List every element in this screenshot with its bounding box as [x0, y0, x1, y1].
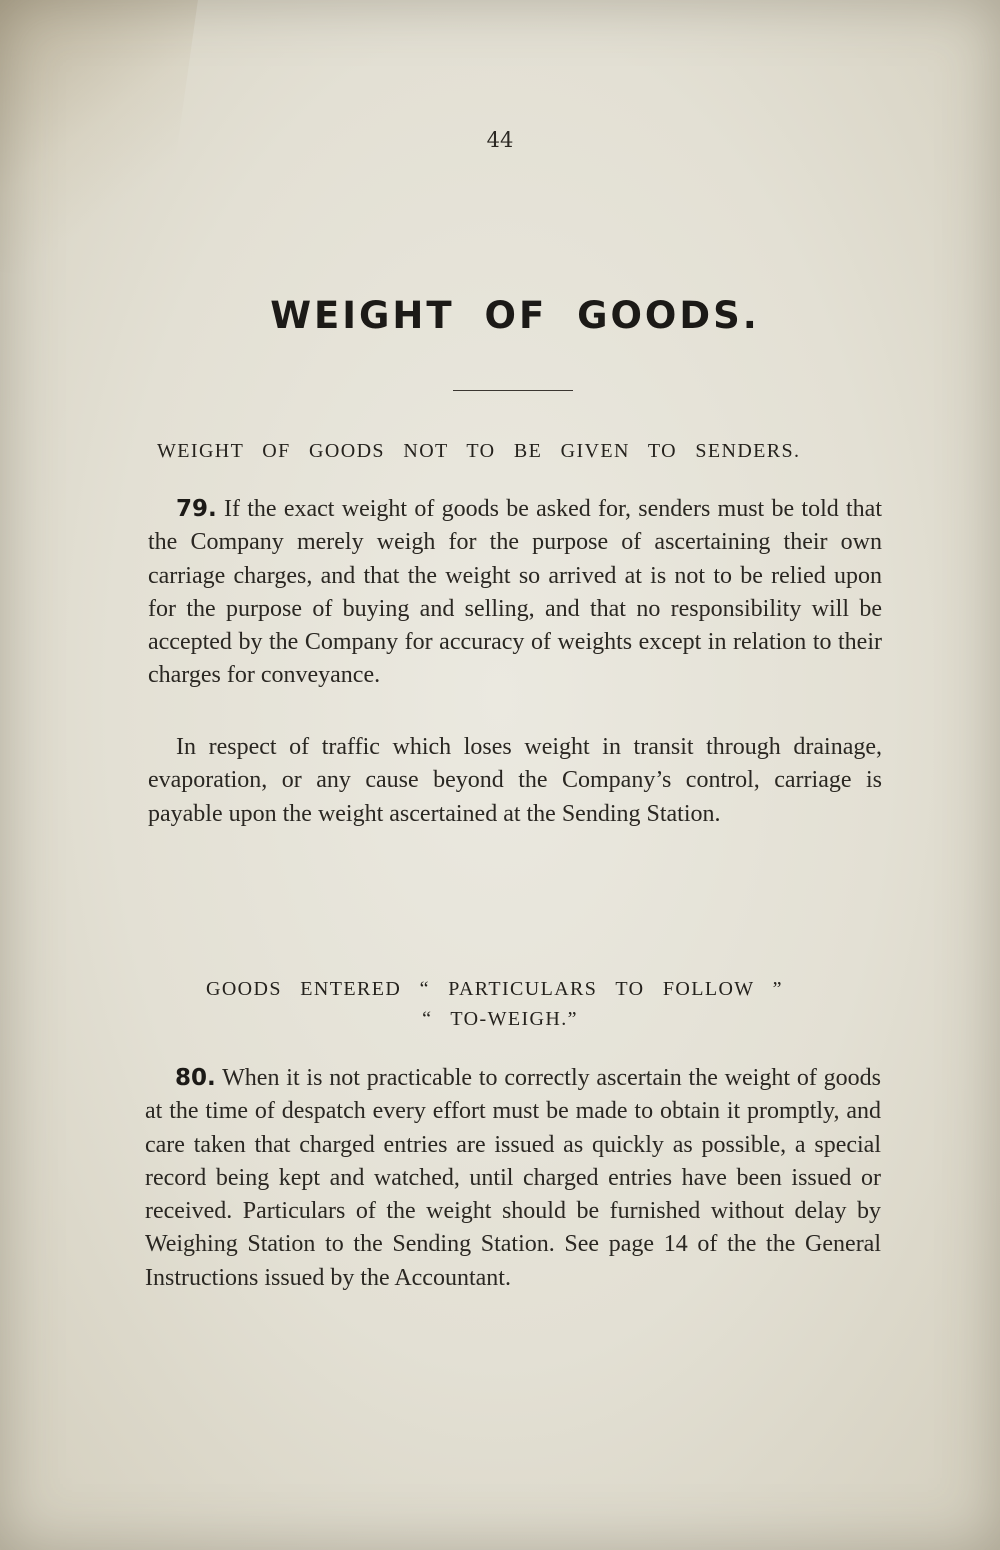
section-80-heading-line-2: “ TO-WEIGH.” — [422, 1008, 578, 1030]
page-title: WEIGHT OF GOODS. — [270, 294, 760, 337]
section-80-text: When it is not practicable to correctly ascertain the weight of goods at the time of despatch every effort must be made to obtain it promptly, and care taken that charged entries are issued as quickly as possible, a special record being kept and watched, until charged entries have been issued or received. Particulars of the weight should be furnished without delay by Weighing Station to the Sending Station. See page 14 of the the General Instructions issued by the Accountant. — [145, 1065, 881, 1291]
section-79-number: 79. — [176, 496, 217, 522]
title-divider — [453, 390, 573, 391]
section-79-paragraph-1 — [148, 493, 882, 693]
section-80-heading-line-1: GOODS ENTERED “ PARTICULARS TO FOLLOW ” — [206, 978, 783, 1000]
section-79-paragraph-2: In respect of traffic which loses weight in transit through drainage, evaporation, or any cause beyond the Company’s control, carriage is payable upon the weight ascertained at the Sending Station. — [148, 734, 882, 827]
section-79-text-1: If the exact weight of goods be asked for, senders must be told that the Company merely weigh for the purpose of ascertaining their own carriage charges, and that the weight so arrived at is not to be relied upon for the purpose of buying and selling, and that no responsibility will be accepted by the Company for accuracy of weights except in relation to their charges for conveyance. — [148, 496, 882, 689]
page-number: 44 — [486, 128, 514, 152]
section-79-heading: WEIGHT OF GOODS NOT TO BE GIVEN TO SENDERS. — [157, 440, 801, 462]
section-80-number: 80. — [175, 1065, 216, 1091]
section-80-paragraph — [145, 1062, 881, 1295]
